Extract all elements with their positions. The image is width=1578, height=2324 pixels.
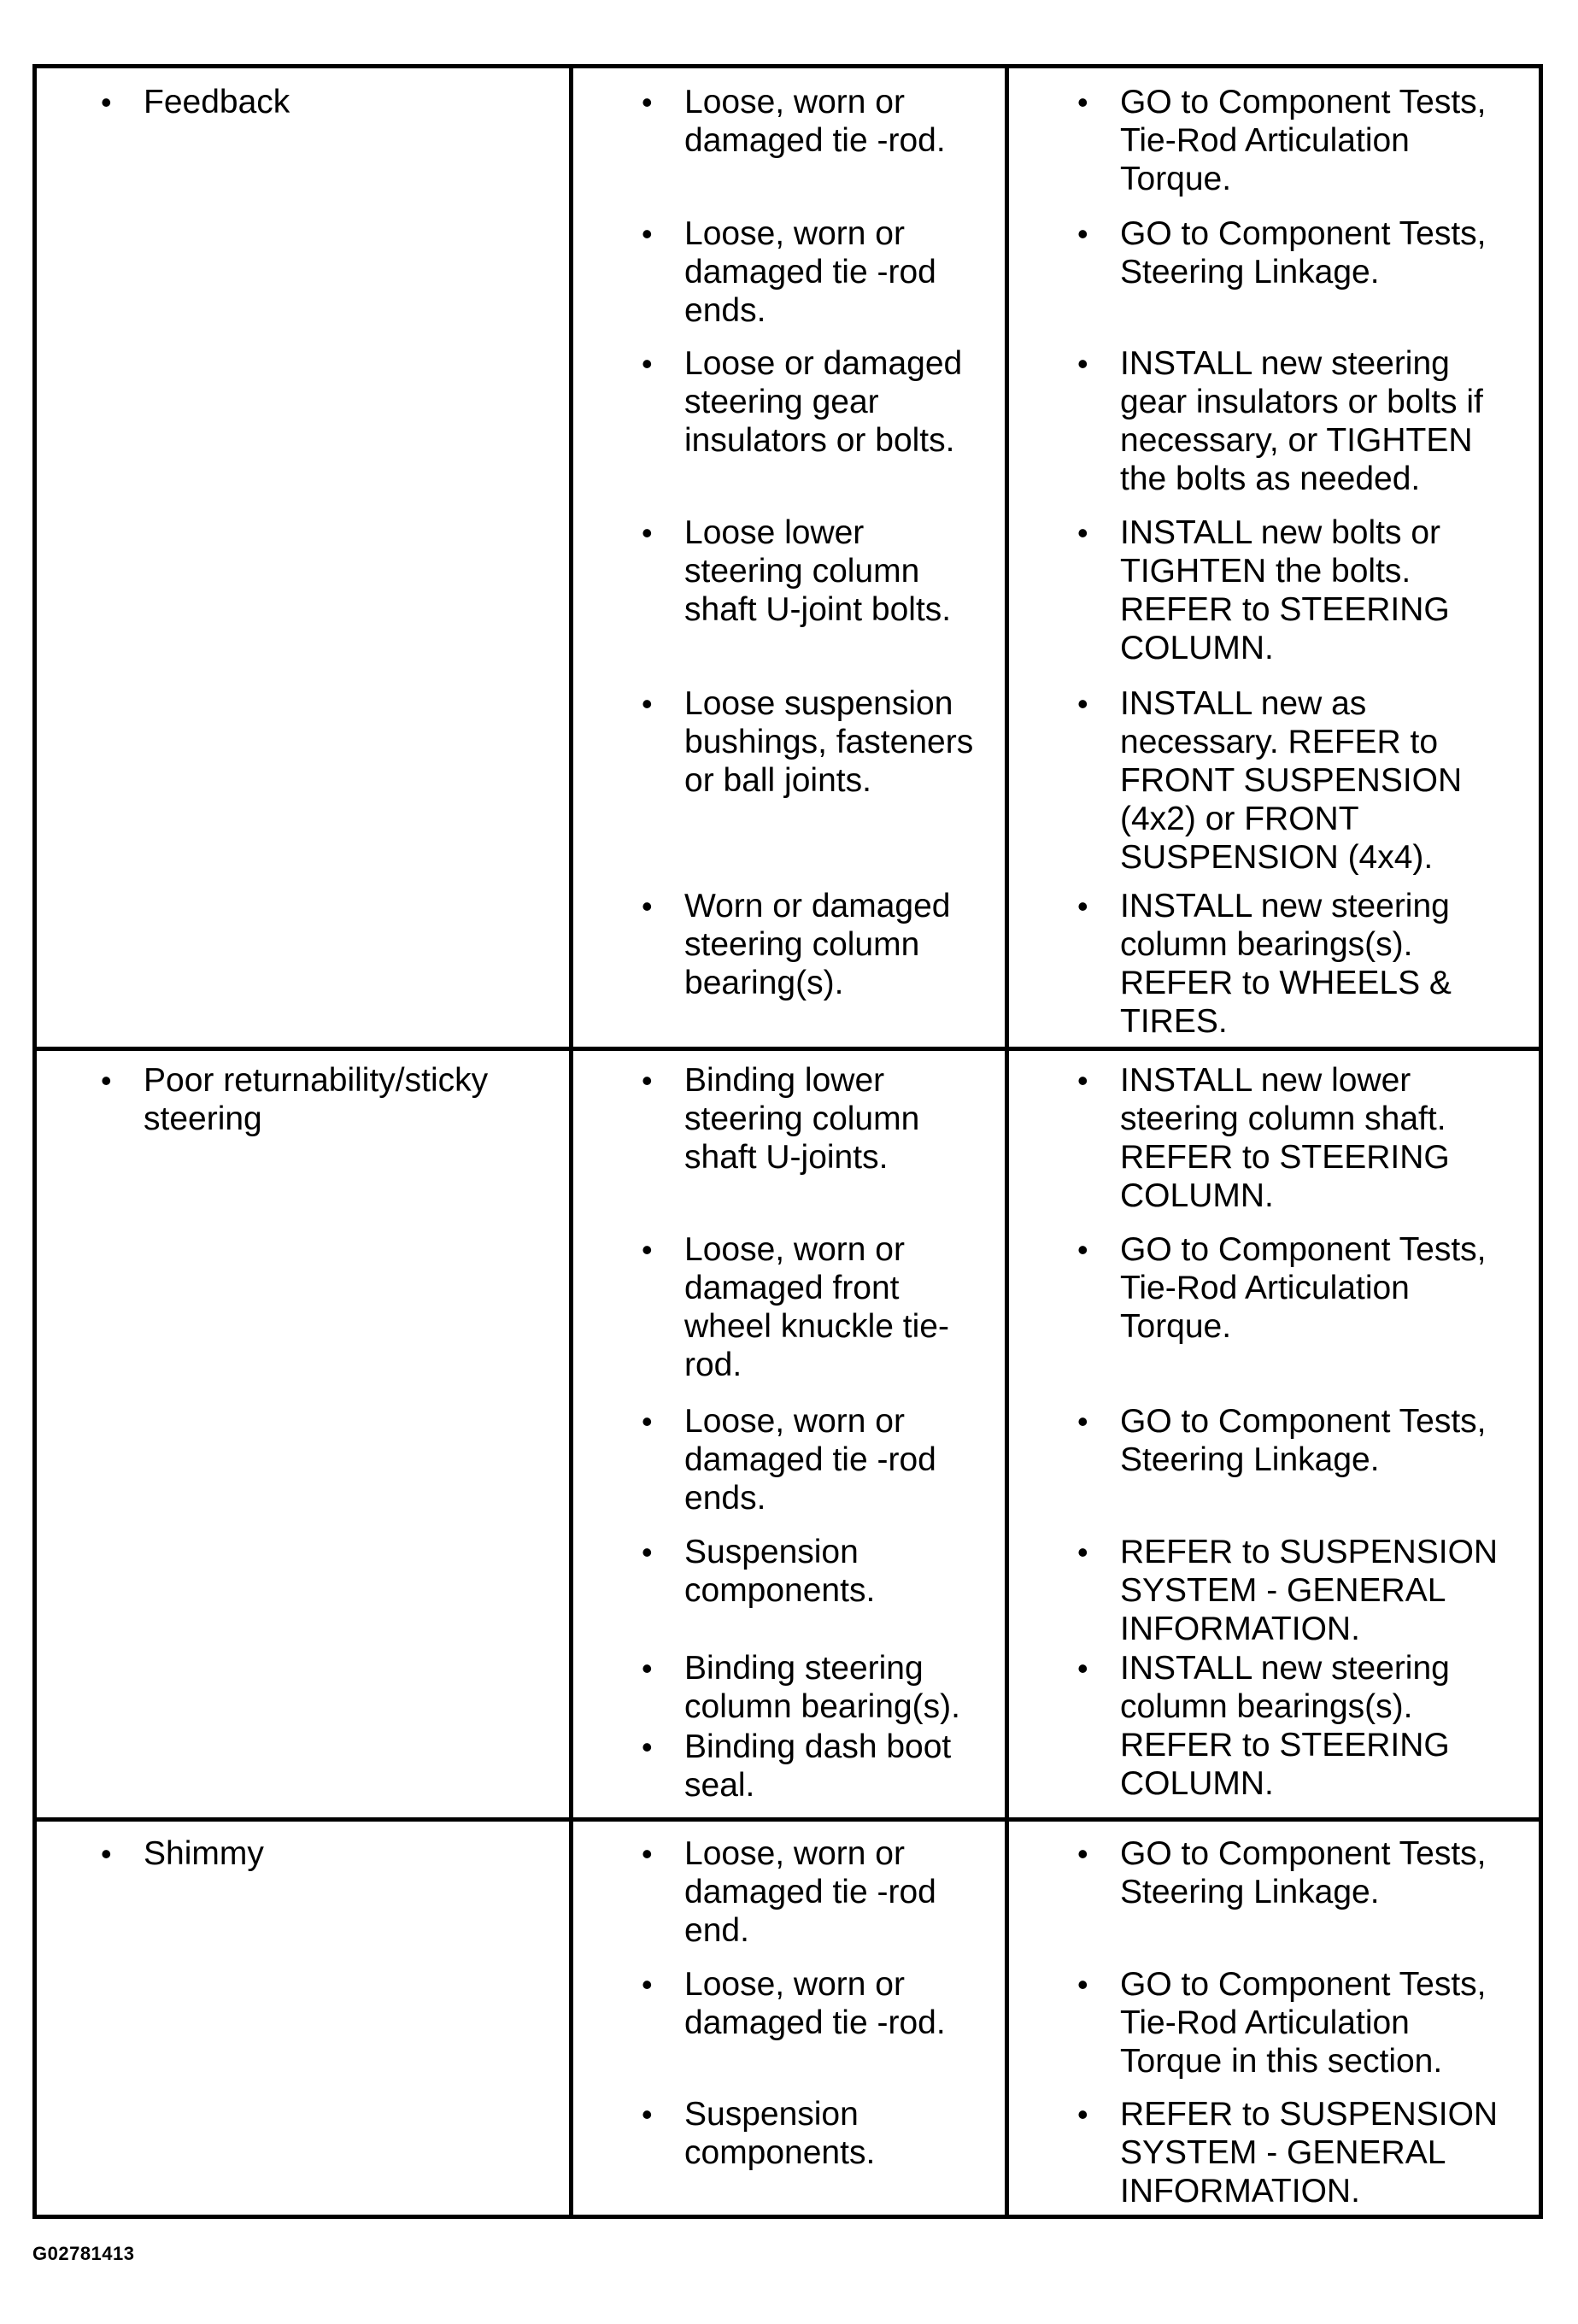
action-cell bbox=[1009, 1822, 1539, 2215]
cause-item: • Loose or damaged steering gear insulators or bolts. bbox=[684, 344, 996, 460]
action-item: • INSTALL new steering column bearings(s). REFER to WHEELS & TIRES. bbox=[1120, 887, 1530, 1041]
cause-cell bbox=[573, 1051, 1009, 1817]
cause-item: • Loose, worn or damaged tie -rod. bbox=[684, 1965, 996, 2042]
cause-item: • Binding dash boot seal. bbox=[684, 1728, 996, 1805]
cause-item: • Suspension components. bbox=[684, 2095, 996, 2172]
cause-item: • Suspension components. bbox=[684, 1533, 996, 1610]
cause-item: • Loose lower steering column shaft U-joint bolts. bbox=[684, 514, 996, 629]
cause-item: • Loose, worn or damaged tie -rod end. bbox=[684, 1834, 996, 1950]
table-row-shimmy bbox=[37, 1822, 1539, 2215]
cause-item: • Loose, worn or damaged front wheel knuckle tie- rod. bbox=[684, 1230, 996, 1384]
symptom-cell bbox=[37, 68, 573, 1047]
symptom-cell bbox=[37, 1051, 573, 1817]
action-item: • GO to Component Tests, Steering Linkage. bbox=[1120, 1834, 1530, 1911]
symptom-text: • Shimmy bbox=[144, 1834, 554, 1873]
action-item: • INSTALL new as necessary. REFER to FRONT SUSPENSION (4x2) or FRONT SUSPENSION (4x4). bbox=[1120, 684, 1530, 877]
action-item: • REFER to SUSPENSION SYSTEM - GENERAL INFORMATION. bbox=[1120, 2095, 1530, 2210]
action-item: • GO to Component Tests, Tie-Rod Articulation Torque. bbox=[1120, 1230, 1530, 1346]
symptom-text: • Feedback bbox=[144, 83, 554, 121]
action-item: • INSTALL new steering column bearings(s). REFER to STEERING COLUMN. bbox=[1120, 1649, 1530, 1803]
diagnosis-table bbox=[32, 64, 1543, 2219]
action-item: • INSTALL new steering gear insulators or bolts if necessary, or TIGHTEN the bolts as needed. bbox=[1120, 344, 1530, 498]
action-cell bbox=[1009, 1051, 1539, 1817]
cause-cell bbox=[573, 1822, 1009, 2215]
cause-item: • Loose suspension bushings, fasteners or ball joints. bbox=[684, 684, 996, 800]
diagram-id-label: G02781413 bbox=[32, 2243, 135, 2264]
table-row-feedback bbox=[37, 68, 1539, 1051]
symptom-cell bbox=[37, 1822, 573, 2215]
action-item: • INSTALL new bolts or TIGHTEN the bolts. REFER to STEERING COLUMN. bbox=[1120, 514, 1530, 667]
action-item: • GO to Component Tests, Steering Linkage. bbox=[1120, 214, 1530, 291]
action-item: • INSTALL new lower steering column shaft. REFER to STEERING COLUMN. bbox=[1120, 1061, 1530, 1215]
action-item: • GO to Component Tests, Steering Linkage. bbox=[1120, 1402, 1530, 1479]
action-item: • GO to Component Tests, Tie-Rod Articulation Torque. bbox=[1120, 83, 1530, 198]
cause-item: • Loose, worn or damaged tie -rod ends. bbox=[684, 1402, 996, 1517]
cause-item: • Loose, worn or damaged tie -rod ends. bbox=[684, 214, 996, 330]
cause-item: • Loose, worn or damaged tie -rod. bbox=[684, 83, 996, 160]
action-cell bbox=[1009, 68, 1539, 1047]
cause-item: • Binding steering column bearing(s). bbox=[684, 1649, 996, 1726]
table-row-poor-returnability bbox=[37, 1051, 1539, 1822]
cause-cell bbox=[573, 68, 1009, 1047]
cause-item: • Binding lower steering column shaft U-joints. bbox=[684, 1061, 996, 1177]
cause-item: • Worn or damaged steering column bearing(s). bbox=[684, 887, 996, 1002]
symptom-text: • Poor returnability/sticky steering bbox=[144, 1061, 554, 1138]
action-item: • GO to Component Tests, Tie-Rod Articulation Torque in this section. bbox=[1120, 1965, 1530, 2080]
action-item: • REFER to SUSPENSION SYSTEM - GENERAL INFORMATION. bbox=[1120, 1533, 1530, 1648]
